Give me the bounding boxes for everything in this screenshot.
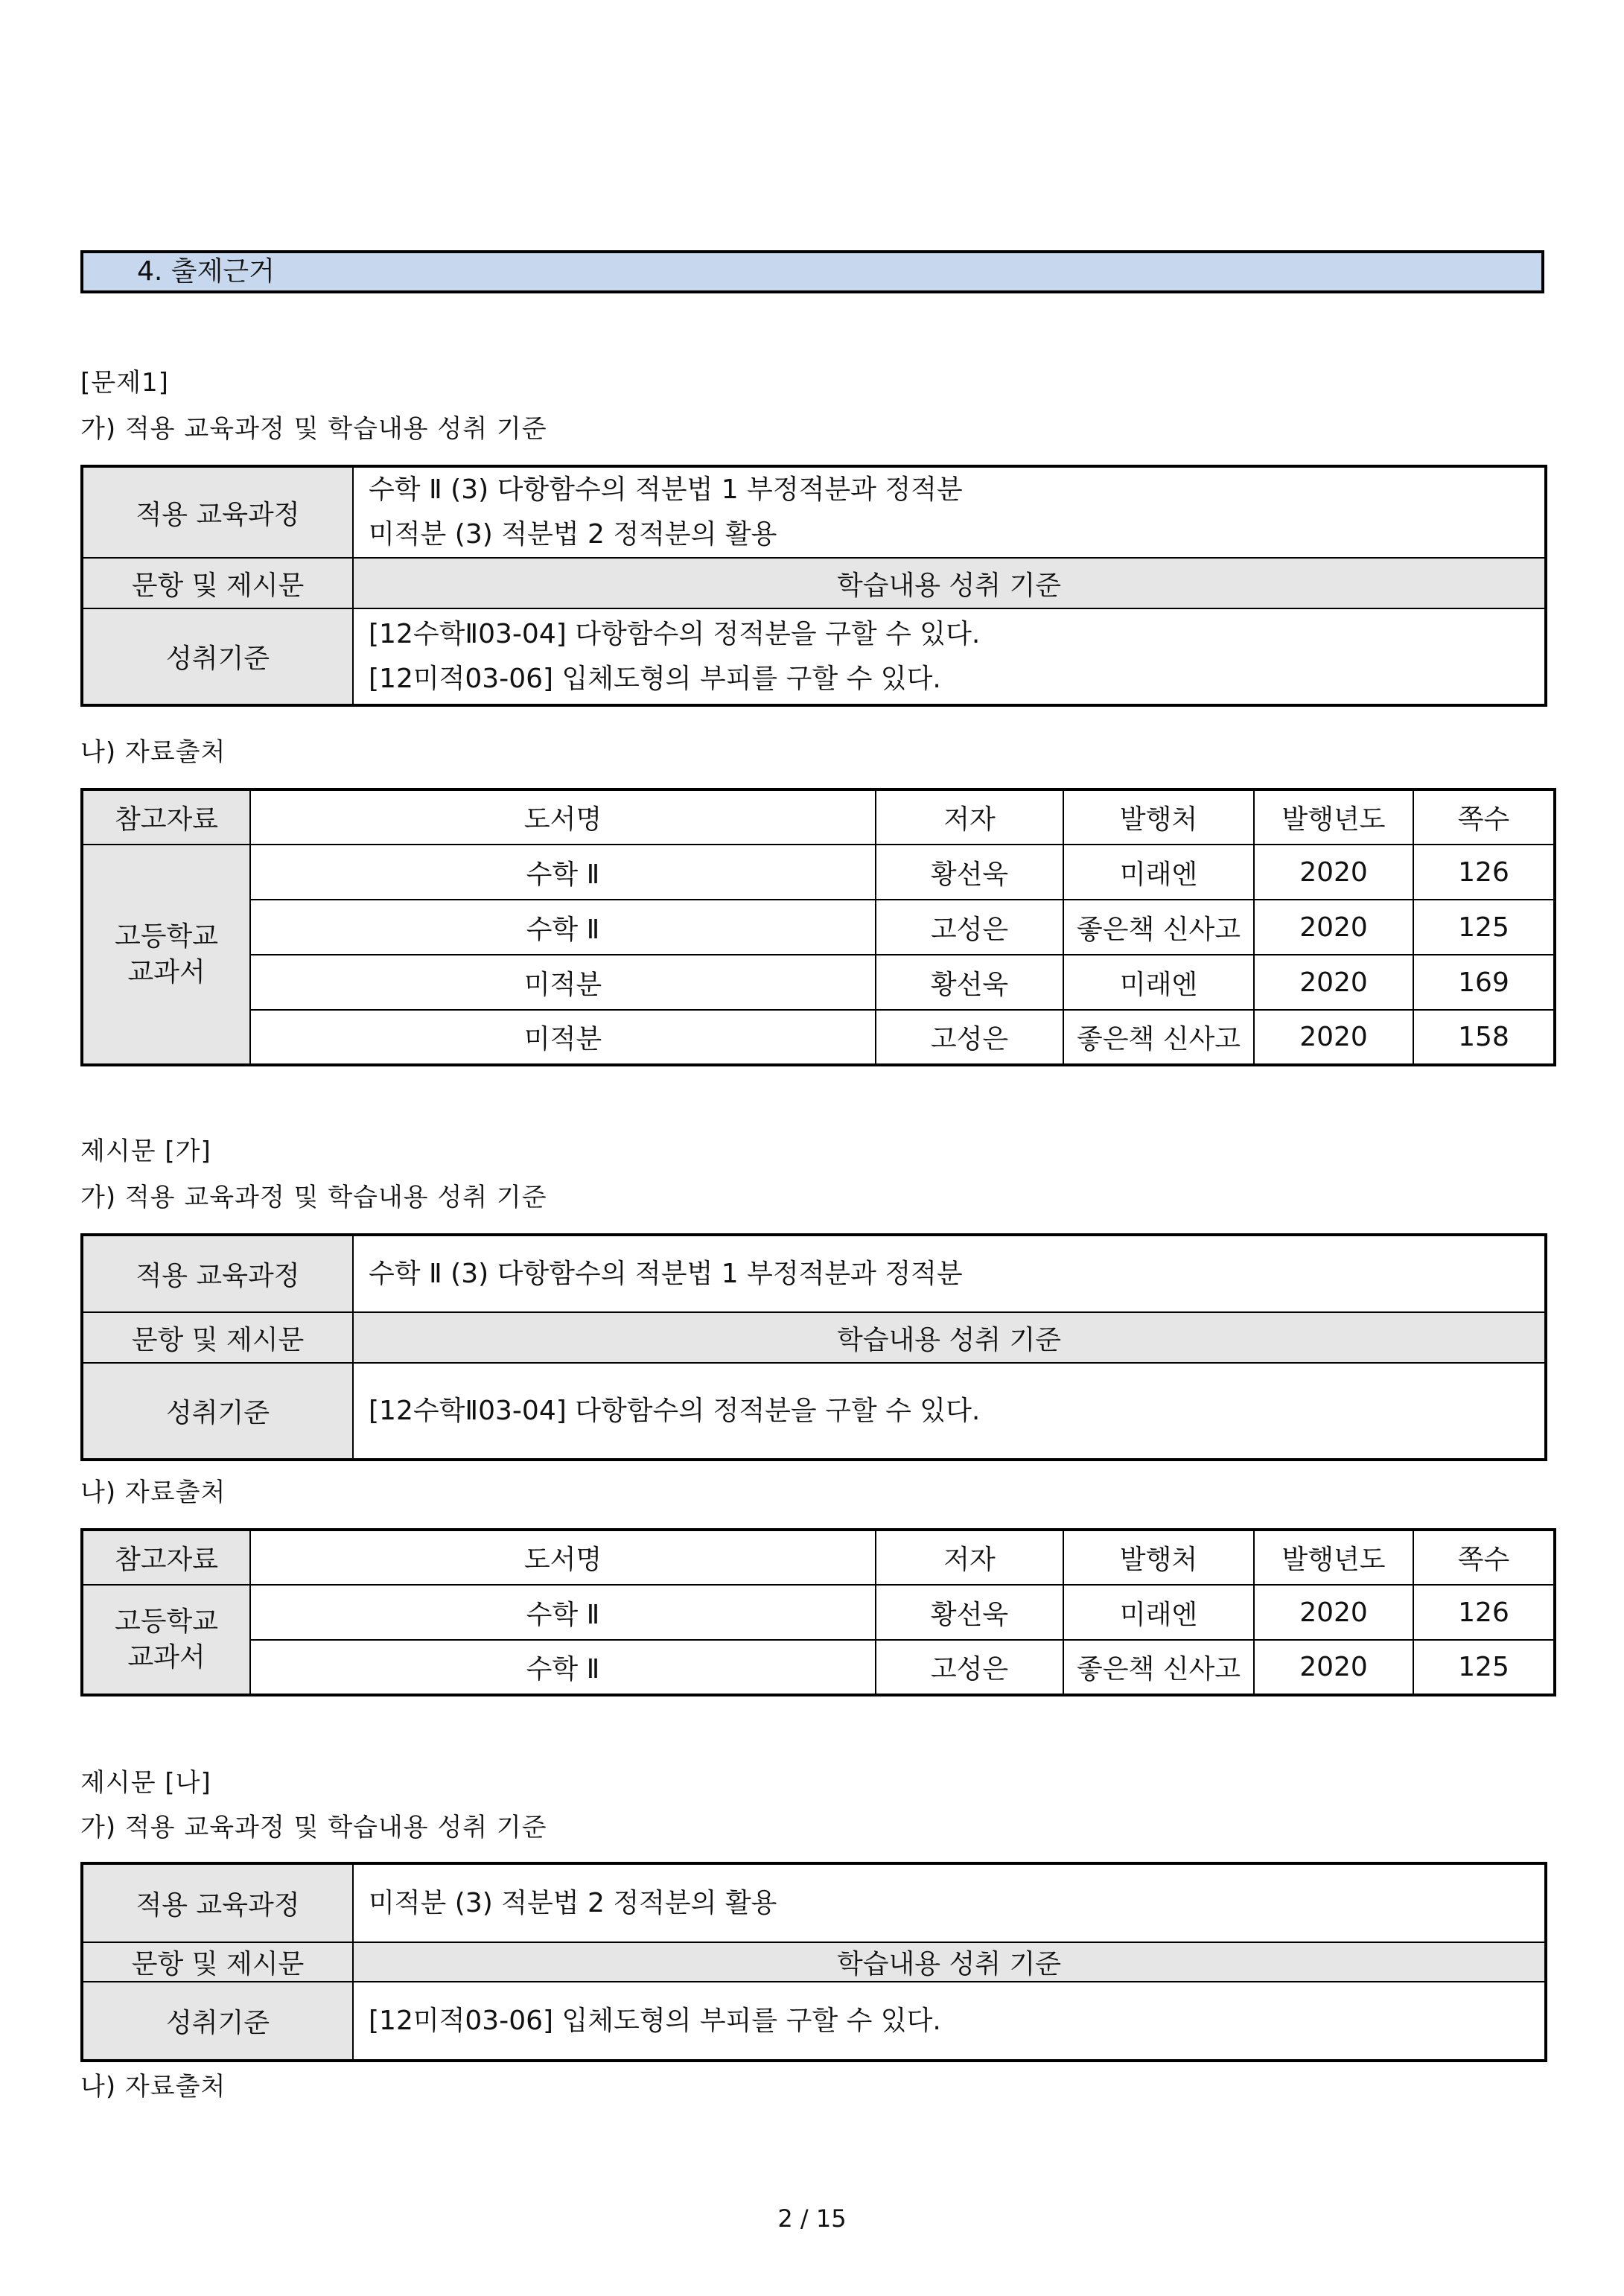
src-header: 발행년도 [1254,789,1413,845]
src-category-line: 교과서 [127,956,206,988]
curriculum-header: 적용 교육과정 [82,1863,353,1942]
src-year: 2020 [1254,845,1413,900]
curriculum-header: 적용 교육과정 [82,466,353,558]
src-year: 2020 [1254,1640,1413,1695]
table-row [82,900,1555,955]
achievement-cell: [12수학Ⅱ03-04] 다항함수의 정적분을 구할 수 있다. [353,1363,1546,1460]
src-page: 125 [1413,1640,1555,1695]
passage-na-title: 제시문 [나] [80,1768,211,1798]
src-book: 수학 Ⅱ [250,845,876,900]
table-row [82,1010,1555,1065]
src-header: 저자 [876,1530,1063,1585]
src-author: 황선욱 [876,845,1063,900]
src-header: 도서명 [250,1530,876,1585]
src-publisher: 미래엔 [1063,845,1254,900]
problem1-src-label: 나) 자료출처 [80,737,226,767]
src-publisher: 좋은책 신사고 [1063,900,1254,955]
passage-ga-src-label: 나) 자료출처 [80,1478,226,1507]
item-header: 문항 및 제시문 [82,558,353,608]
achievement-line: [12미적03-06] 입체도형의 부피를 구할 수 있다. [369,663,941,694]
src-author: 고성은 [876,900,1063,955]
src-publisher: 미래엔 [1063,955,1254,1010]
problem1-source-table [80,788,1556,1066]
src-author: 고성은 [876,1010,1063,1065]
curriculum-line: 수학 Ⅱ (3) 다항함수의 적분법 1 부정적분과 정적분 [369,474,963,505]
table-row [82,955,1555,1010]
src-header: 저자 [876,789,1063,845]
src-header: 쪽수 [1413,789,1555,845]
achievement-header: 성취기준 [82,1982,353,2061]
src-header: 참고자료 [82,1530,250,1585]
table-row [82,1640,1555,1695]
src-header: 발행처 [1063,789,1254,845]
passage-ga-source-table [80,1528,1556,1696]
src-year: 2020 [1254,900,1413,955]
src-category-line: 교과서 [127,1641,206,1673]
achievement-line: [12수학Ⅱ03-04] 다항함수의 정적분을 구할 수 있다. [369,618,981,649]
src-publisher: 좋은책 신사고 [1063,1010,1254,1065]
problem1-std-label: 가) 적용 교육과정 및 학습내용 성취 기준 [80,414,547,444]
src-publisher: 미래엔 [1063,1585,1254,1640]
src-category [82,1585,250,1695]
src-header: 도서명 [250,789,876,845]
page-number: 2 / 15 [777,2204,847,2233]
passage-ga-standard-table [80,1233,1547,1461]
src-page: 126 [1413,1585,1555,1640]
problem1-title: [문제1] [80,368,169,398]
item-value: 학습내용 성취 기준 [353,1942,1546,1982]
src-author: 황선욱 [876,1585,1063,1640]
table-row [82,1585,1555,1640]
table-row [82,845,1555,900]
achievement-header: 성취기준 [82,1363,353,1460]
passage-na-src-label: 나) 자료출처 [80,2072,226,2102]
curriculum-cell: 수학 Ⅱ (3) 다항함수의 적분법 1 부정적분과 정적분 [353,1235,1546,1312]
src-year: 2020 [1254,955,1413,1010]
src-header: 발행처 [1063,1530,1254,1585]
src-category-line: 고등학교 [114,920,219,952]
passage-ga-title: 제시문 [가] [80,1136,211,1166]
src-category-line: 고등학교 [114,1606,219,1637]
achievement-header: 성취기준 [82,608,353,705]
src-page: 125 [1413,900,1555,955]
src-page: 169 [1413,955,1555,1010]
passage-na-std-label: 가) 적용 교육과정 및 학습내용 성취 기준 [80,1813,547,1842]
src-page: 158 [1413,1010,1555,1065]
src-publisher: 좋은책 신사고 [1063,1640,1254,1695]
curriculum-cell: 미적분 (3) 적분법 2 정적분의 활용 [353,1863,1546,1942]
curriculum-header: 적용 교육과정 [82,1235,353,1312]
src-book: 미적분 [250,1010,876,1065]
src-year: 2020 [1254,1010,1413,1065]
achievement-cell: [12미적03-06] 입체도형의 부피를 구할 수 있다. [353,1982,1546,2061]
item-value: 학습내용 성취 기준 [353,558,1546,608]
achievement-cell [353,608,1546,705]
src-author: 고성은 [876,1640,1063,1695]
src-book: 수학 Ⅱ [250,1585,876,1640]
problem1-standard-table [80,465,1547,707]
passage-ga-std-label: 가) 적용 교육과정 및 학습내용 성취 기준 [80,1183,547,1212]
src-category [82,845,250,1065]
src-page: 126 [1413,845,1555,900]
item-header: 문항 및 제시문 [82,1942,353,1982]
src-year: 2020 [1254,1585,1413,1640]
src-author: 황선욱 [876,955,1063,1010]
src-header: 참고자료 [82,789,250,845]
src-header: 발행년도 [1254,1530,1413,1585]
curriculum-cell [353,466,1546,558]
item-header: 문항 및 제시문 [82,1312,353,1363]
src-header: 쪽수 [1413,1530,1555,1585]
src-book: 수학 Ⅱ [250,900,876,955]
section-title: 4. 출제근거 [80,250,1544,293]
src-book: 수학 Ⅱ [250,1640,876,1695]
passage-na-standard-table [80,1862,1547,2062]
curriculum-line: 미적분 (3) 적분법 2 정적분의 활용 [369,519,777,550]
src-book: 미적분 [250,955,876,1010]
item-value: 학습내용 성취 기준 [353,1312,1546,1363]
